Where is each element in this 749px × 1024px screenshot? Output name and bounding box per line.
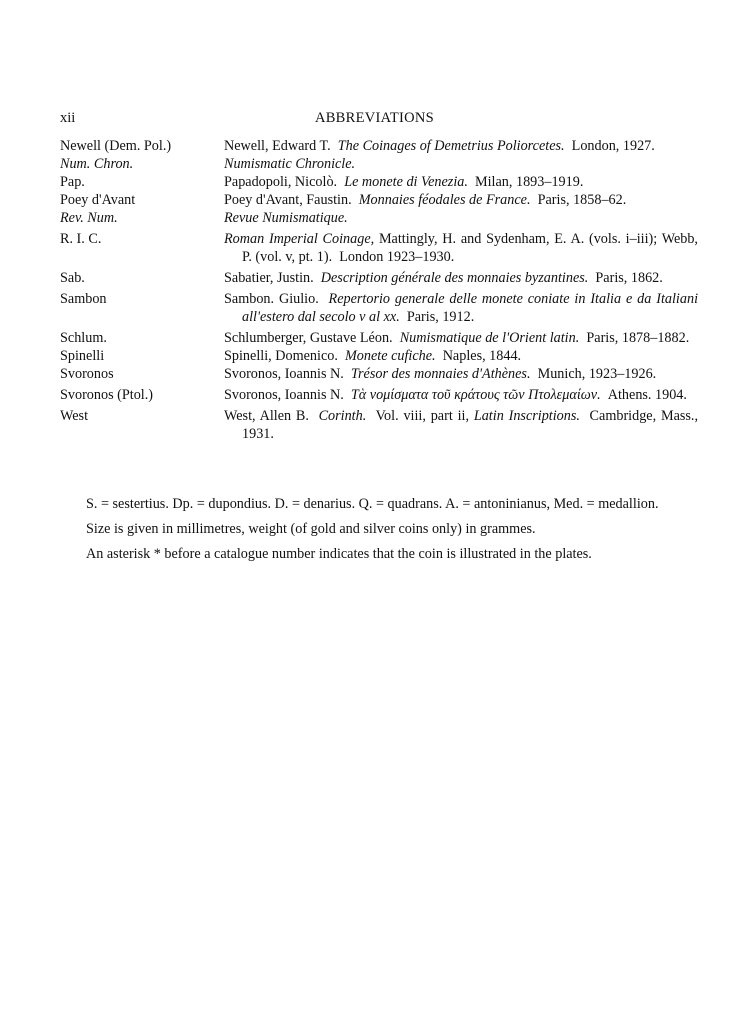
expansion-text-part: Mattingly, H. and Sydenham, E. A. (vols. i–iii); Webb, P. (vol. v, pt. 1). London 1923–1930. (242, 231, 702, 265)
abbreviation-key: Svoronos (60, 366, 114, 382)
abbreviation-expansion (224, 386, 698, 404)
abbreviation-entry (60, 209, 698, 227)
abbreviation-entry (60, 329, 698, 347)
expansion-text-part: West, Allen B. (224, 408, 319, 424)
page-title: ABBREVIATIONS (314, 110, 435, 126)
expansion-text-part: Naples, 1844. (435, 348, 522, 364)
abbreviation-key: Pap. (60, 174, 85, 190)
abbreviation-key: R. I. C. (60, 231, 102, 247)
expansion-text-part: Papadopoli, Nicolò. (224, 174, 345, 190)
abbreviation-entry (60, 230, 702, 266)
note-denominations: S. = sestertius. Dp. = dupondius. D. = denarius. Q. = quadrans. A. = antoninianus, Med. = medallion. (86, 496, 659, 512)
abbreviation-expansion (224, 365, 698, 383)
expansion-text-part: Spinelli, Domenico. (224, 348, 345, 364)
expansion-text-part: Numismatic Chronicle. (224, 156, 356, 172)
abbreviation-key: Sab. (60, 270, 85, 286)
expansion-text-part: Description générale des monnaies byzantines. (320, 270, 589, 286)
abbreviation-entry (60, 191, 698, 209)
abbreviation-expansion (224, 269, 698, 287)
abbreviation-entry (60, 386, 698, 404)
note-size-weight: Size is given in millimetres, weight (of gold and silver coins only) in grammes. (86, 521, 536, 537)
expansion-text-part: Svoronos, Ioannis N. (224, 366, 351, 382)
abbreviation-expansion (224, 407, 702, 443)
expansion-text-part: Munich, 1923–1926. (530, 366, 657, 382)
abbreviation-expansion (224, 191, 698, 209)
expansion-text-part: Athens. 1904. (600, 387, 687, 403)
abbreviations-list (60, 137, 702, 443)
expansion-text-part: Numismatique de l'Orient latin. (399, 330, 580, 346)
note-asterisk: An asterisk * before a catalogue number indicates that the coin is illustrated in the plates. (86, 546, 592, 562)
expansion-text-part: Svoronos, Ioannis N. (224, 387, 351, 403)
expansion-text-part: Trésor des monnaies d'Athènes. (350, 366, 531, 382)
expansion-text-part: Monete cufiche. (344, 348, 436, 364)
expansion-text-part: Corinth. (318, 408, 367, 424)
abbreviation-expansion (224, 209, 698, 227)
expansion-text-part: Paris, 1862. (588, 270, 663, 286)
expansion-text-part: Sambon. Giulio. (224, 291, 329, 307)
abbreviation-entry (60, 137, 698, 155)
abbreviation-key: Sambon (60, 291, 107, 307)
expansion-text-part: Revue Numismatique. (224, 210, 348, 226)
abbreviation-expansion (224, 230, 702, 266)
abbreviation-expansion (224, 137, 698, 155)
abbreviation-entry (60, 407, 702, 443)
expansion-text-part: Τὰ νομίσματα τοῦ κράτους τῶν Πτολεμαίων. (350, 387, 601, 403)
abbreviation-key: Schlum. (60, 330, 107, 346)
page-number: xii (60, 110, 76, 126)
abbreviation-key: Rev. Num. (60, 210, 118, 226)
expansion-text-part: London, 1927. (564, 138, 655, 154)
notes-section (60, 495, 698, 570)
abbreviation-expansion (224, 155, 698, 173)
expansion-text-part: Repertorio generale delle monete coniate in Italia e da Italiani all'estero dal secolo v al xx. (242, 291, 702, 325)
abbreviation-entry (60, 173, 698, 191)
expansion-text-part: Schlumberger, Gustave Léon. (224, 330, 400, 346)
abbreviation-key: Svoronos (Ptol.) (60, 387, 154, 403)
expansion-text-part: Vol. viii, part ii, (366, 408, 474, 424)
expansion-text-part: Monnaies féodales de France. (358, 192, 531, 208)
abbreviation-entry (60, 155, 698, 173)
expansion-text-part: Milan, 1893–1919. (467, 174, 584, 190)
abbreviation-entry (60, 365, 698, 383)
expansion-text-part: Newell, Edward T. (224, 138, 338, 154)
abbreviation-key: Poey d'Avant (60, 192, 136, 208)
expansion-text-part: Paris, 1858–62. (530, 192, 627, 208)
expansion-text-part: Poey d'Avant, Faustin. (224, 192, 359, 208)
expansion-text-part: Paris, 1912. (399, 309, 475, 325)
expansion-text-part: Sabatier, Justin. (224, 270, 321, 286)
expansion-text-part: Le monete di Venezia. (344, 174, 468, 190)
abbreviation-key: Newell (Dem. Pol.) (60, 138, 172, 154)
abbreviation-entry (60, 347, 698, 365)
abbreviation-key: Spinelli (60, 348, 105, 364)
expansion-text-part: Cambridge, Mass., 1931. (242, 408, 702, 442)
abbreviation-expansion (224, 329, 698, 347)
expansion-text-part: Roman Imperial Coinage, (224, 231, 375, 247)
expansion-text-part: Paris, 1878–1882. (579, 330, 690, 346)
expansion-text-part: Latin Inscriptions. (473, 408, 580, 424)
abbreviation-expansion (224, 347, 698, 365)
expansion-text-part: The Coinages of Demetrius Poliorcetes. (337, 138, 565, 154)
abbreviation-key: West (60, 408, 89, 424)
abbreviation-expansion (224, 173, 698, 191)
abbreviation-entry (60, 269, 698, 287)
abbreviation-key: Num. Chron. (60, 156, 134, 172)
abbreviation-expansion (224, 290, 702, 326)
abbreviation-entry (60, 290, 702, 326)
